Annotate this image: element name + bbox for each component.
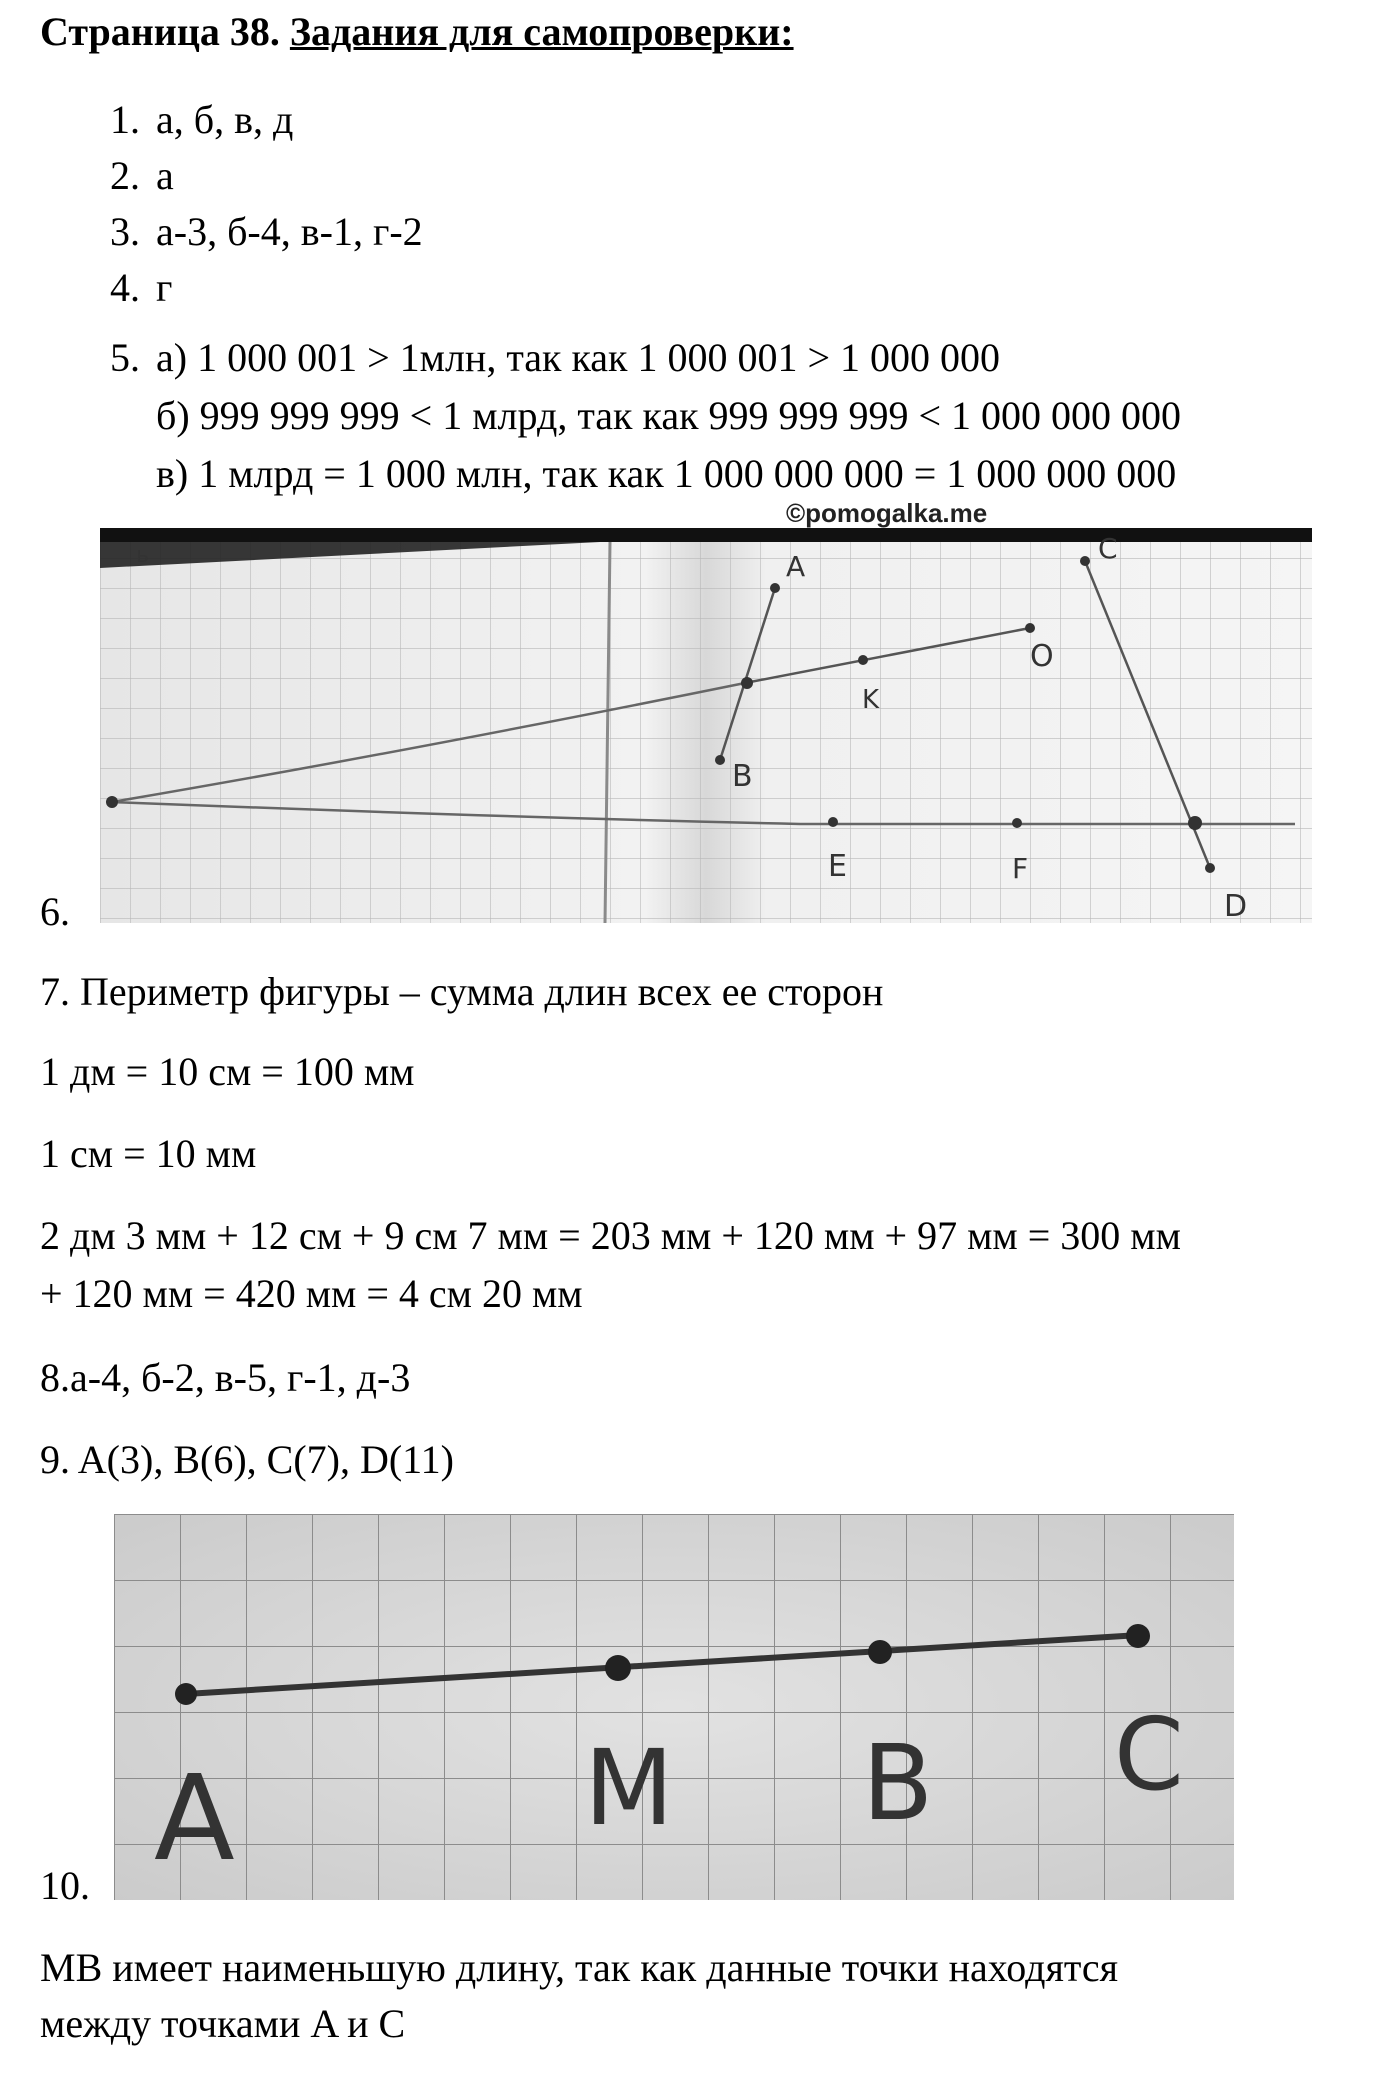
label-b: B xyxy=(732,759,753,794)
answer-item-2 xyxy=(0,152,1400,200)
answer-number: 4. xyxy=(110,265,140,310)
task7-calculation-line2: + 120 мм = 420 мм = 4 см 20 мм xyxy=(40,1271,583,1316)
task6-number: 6. xyxy=(40,889,70,934)
label-m: M xyxy=(584,1727,674,1849)
label-o: O xyxy=(1030,639,1054,674)
label-c: C xyxy=(1098,532,1118,565)
answer-number: 5. xyxy=(110,335,140,380)
corner-mark: ь xyxy=(136,543,149,568)
label-f: F xyxy=(1012,852,1029,885)
task6-drawing xyxy=(100,528,1312,923)
answer-item-1 xyxy=(0,96,1400,144)
answer-number: 3. xyxy=(110,209,140,254)
task10-number: 10. xyxy=(40,1863,90,1908)
task10-notebook-photo xyxy=(114,1514,1234,1900)
task10-drawing xyxy=(114,1514,1234,1900)
answer-5c: в) 1 млрд = 1 000 млн, так как 1 000 000 000 = 1 000 000 000 xyxy=(156,451,1177,496)
answer-item-4 xyxy=(0,264,1400,312)
task9-answer: 9. A(3), B(6), C(7), D(11) xyxy=(40,1437,455,1482)
answer-text: а, б, в, д xyxy=(156,97,294,142)
answer-text: а) 1 000 001 > 1млн, так как 1 000 001 > 1 000 000 xyxy=(156,335,1001,380)
page-label: Страница 38. xyxy=(40,9,280,54)
answer-number: 1. xyxy=(110,97,140,142)
task10-answer-line1: MB имеет наименьшую длину, так как данные точки находятся xyxy=(40,1945,1118,1990)
task7-definition: 7. Периметр фигуры – сумма длин всех ее сторон xyxy=(40,969,884,1014)
answer-text: а xyxy=(156,153,174,198)
answer-text: г xyxy=(156,265,173,310)
answer-text: а-3, б-4, в-1, г-2 xyxy=(156,209,423,254)
answer-number: 2. xyxy=(110,153,140,198)
label-b: B xyxy=(862,1722,934,1844)
label-c: C xyxy=(1114,1696,1184,1813)
task7-conversion-cm: 1 см = 10 мм xyxy=(40,1131,257,1176)
answer-item-5 xyxy=(0,334,1400,382)
label-k: K xyxy=(862,685,880,715)
label-d: D xyxy=(1224,889,1248,923)
label-a: A xyxy=(786,550,806,583)
answer-item-3 xyxy=(0,208,1400,256)
watermark: ©pomogalka.me xyxy=(786,498,988,528)
task6-notebook-photo xyxy=(100,528,1312,923)
task7-conversion-dm: 1 дм = 10 см = 100 мм xyxy=(40,1049,415,1094)
page-title xyxy=(40,8,794,55)
label-a: A xyxy=(154,1749,235,1887)
label-e: E xyxy=(828,849,847,884)
task10-answer-line2: между точками A и C xyxy=(40,2001,406,2046)
answer-5b: б) 999 999 999 < 1 млрд, так как 999 999 999 < 1 000 000 000 xyxy=(156,393,1182,438)
section-title: Задания для самопроверки: xyxy=(289,9,794,54)
task8-answer: 8.а-4, б-2, в-5, г-1, д-3 xyxy=(40,1355,411,1400)
task7-calculation-line1: 2 дм 3 мм + 12 см + 9 см 7 мм = 203 мм + 120 мм + 97 мм = 300 мм xyxy=(40,1213,1181,1258)
